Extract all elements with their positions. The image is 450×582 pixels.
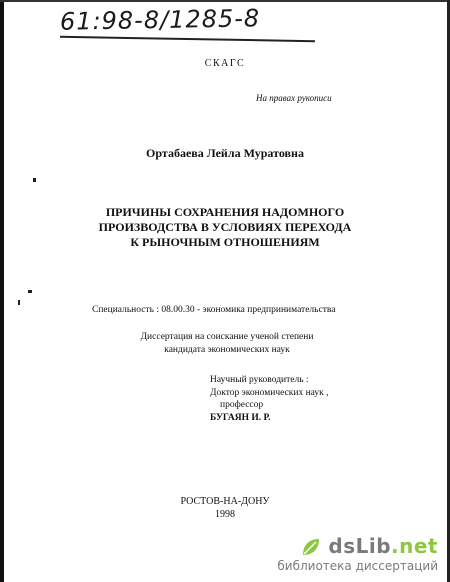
scan-mark: [33, 178, 36, 182]
degree-line: кандидата экономических наук: [164, 345, 290, 355]
title-line: К РЫНОЧНЫМ ОТНОШЕНИЯМ: [130, 235, 320, 249]
scan-mark: [18, 300, 20, 305]
watermark-subtitle: библиотека диссертаций: [277, 559, 438, 573]
supervisor-label: Научный руководитель :: [210, 375, 309, 385]
scan-edge-left: [0, 0, 4, 582]
handwritten-archive-number: 61:98-8/1285-8: [59, 4, 261, 36]
supervisor-position: профессор: [220, 400, 264, 410]
scan-mark: [28, 290, 32, 293]
handwritten-underline: [60, 36, 315, 42]
leaf-icon: [300, 536, 322, 558]
supervisor-block: [210, 374, 329, 424]
dissertation-degree: [112, 331, 342, 357]
dissertation-title: [60, 205, 390, 250]
organization: СКАГС: [204, 58, 246, 69]
city-year: [0, 496, 450, 521]
supervisor-name: БУГАЯН И. Р.: [210, 412, 271, 423]
supervisor-degree: Доктор экономических наук ,: [210, 387, 329, 398]
year: 1998: [215, 508, 235, 520]
degree-line: Диссертация на соискание ученой степени: [140, 332, 314, 342]
watermark-brand: [328, 534, 438, 558]
title-line: ПРОИЗВОДСТВА В УСЛОВИЯХ ПЕРЕХОДА: [98, 220, 352, 234]
rights-note: На правах рукописи: [256, 93, 332, 103]
specialty: Специальность : 08.00.30 - экономика предпринимательства: [92, 305, 336, 315]
author-name: Ортабаева Лейла Муратовна: [146, 146, 304, 160]
dslib-watermark[interactable]: [277, 534, 438, 573]
brand-main: dsLib: [328, 534, 392, 558]
scan-edge-top: [0, 0, 450, 2]
title-line: ПРИЧИНЫ СОХРАНЕНИЯ НАДОМНОГО: [105, 205, 345, 219]
brand-tld: .net: [391, 534, 438, 558]
city: РОСТОВ-НА-ДОНУ: [180, 496, 270, 507]
watermark-logo: [277, 534, 438, 558]
